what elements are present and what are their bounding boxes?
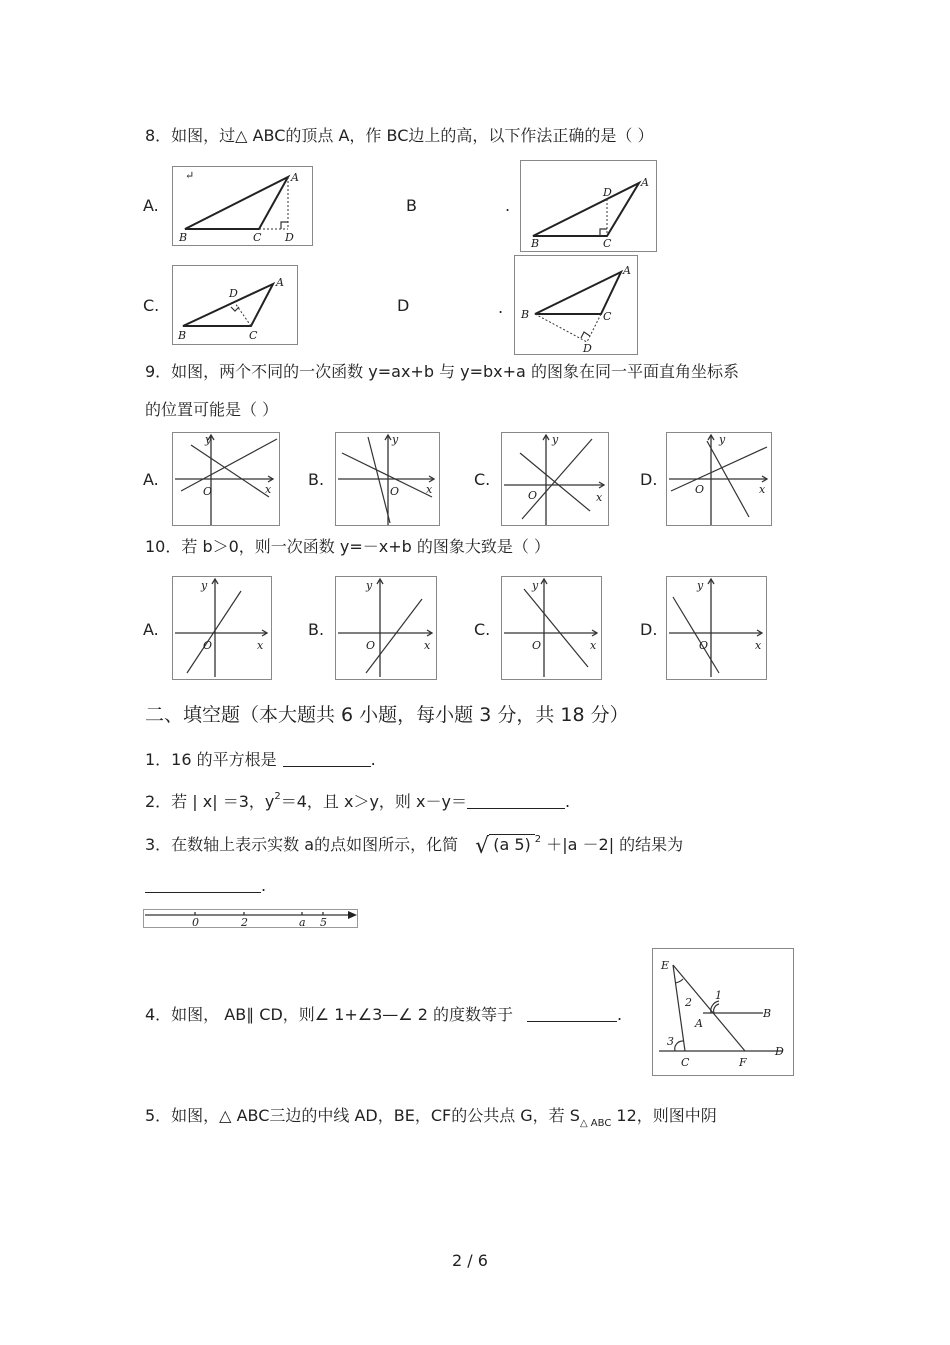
svg-text:A: A bbox=[623, 264, 631, 277]
svg-text:y: y bbox=[532, 579, 539, 592]
svg-text:A: A bbox=[695, 1017, 703, 1030]
fill-question-3-answer: . bbox=[145, 876, 266, 896]
svg-text:B: B bbox=[521, 308, 530, 321]
q9-option-b-label: B. bbox=[308, 470, 325, 489]
q10-graph-d bbox=[666, 576, 767, 680]
svg-text:A: A bbox=[641, 176, 649, 189]
svg-text:x: x bbox=[257, 639, 264, 652]
svg-text:2: 2 bbox=[241, 916, 248, 928]
q9-graph-d bbox=[666, 432, 772, 526]
svg-text:O: O bbox=[203, 485, 213, 498]
q4-parallel-lines-figure bbox=[652, 948, 794, 1076]
svg-text:D: D bbox=[229, 287, 238, 300]
q9-option-a-label: A. bbox=[143, 470, 159, 489]
return-mark: ↵ bbox=[185, 169, 195, 182]
answer-blank-2[interactable] bbox=[467, 792, 565, 809]
svg-text:B: B bbox=[763, 1007, 772, 1020]
svg-text:a: a bbox=[299, 916, 306, 928]
sqrt-icon: √ bbox=[475, 834, 490, 859]
svg-text:D: D bbox=[285, 231, 294, 244]
page-number: 2 / 6 bbox=[452, 1251, 488, 1270]
q10-option-b-label: B. bbox=[308, 620, 325, 639]
q9-graph-a bbox=[172, 432, 280, 526]
svg-text:C: C bbox=[253, 231, 262, 244]
q8-option-b-label: B bbox=[406, 196, 417, 215]
svg-text:A: A bbox=[276, 276, 284, 289]
fill-question-4: 4．如图， AB∥ CD，则∠ 1+∠3—∠ 2 的度数等于 . bbox=[145, 1005, 623, 1024]
section-2-title: 二、填空题（本大题共 6 小题，每小题 3 分，共 18 分） bbox=[145, 704, 629, 726]
q9-graph-b bbox=[335, 432, 440, 526]
number-line-figure bbox=[143, 909, 358, 928]
svg-text:y: y bbox=[201, 579, 208, 592]
q9-option-d-label: D. bbox=[640, 470, 658, 489]
svg-text:C: C bbox=[603, 310, 612, 323]
svg-text:C: C bbox=[249, 329, 258, 342]
fill-question-1: 1．16 的平方根是 . bbox=[145, 750, 376, 769]
svg-text:1: 1 bbox=[715, 989, 722, 1002]
q10-graph-a bbox=[172, 576, 272, 680]
q9-option-c-label: C. bbox=[474, 470, 491, 489]
q9-graph-c bbox=[501, 432, 609, 526]
svg-text:O: O bbox=[366, 639, 376, 652]
svg-text:x: x bbox=[265, 483, 272, 496]
q10-option-c-label: C. bbox=[474, 620, 491, 639]
q9-stem-line2: 的位置可能是（ ） bbox=[145, 400, 279, 419]
q10-option-d-label: D. bbox=[640, 620, 658, 639]
svg-text:y: y bbox=[392, 433, 399, 446]
q10-graph-c bbox=[501, 576, 602, 680]
svg-text:x: x bbox=[590, 639, 597, 652]
q10-option-a-label: A. bbox=[143, 620, 159, 639]
q10-graph-b bbox=[335, 576, 437, 680]
svg-text:3: 3 bbox=[667, 1035, 674, 1048]
svg-text:B: B bbox=[179, 231, 188, 244]
q8-option-d-label: D bbox=[397, 296, 410, 315]
q8-stem: 8．如图，过△ ABC的顶点 A，作 BC边上的高，以下作法正确的是（ ） bbox=[145, 126, 654, 145]
answer-blank-4[interactable] bbox=[527, 1005, 617, 1022]
svg-text:O: O bbox=[390, 485, 400, 498]
svg-text:E: E bbox=[661, 959, 670, 972]
svg-text:O: O bbox=[532, 639, 542, 652]
svg-text:O: O bbox=[699, 639, 709, 652]
svg-text:F: F bbox=[739, 1056, 747, 1069]
q8-option-c-label: C. bbox=[143, 296, 160, 315]
svg-text:x: x bbox=[424, 639, 431, 652]
q8-figure-d bbox=[514, 255, 638, 355]
svg-text:O: O bbox=[695, 483, 705, 496]
q8-figure-a bbox=[172, 166, 313, 246]
sqrt-expression: √ (a 5) $^2$ bbox=[475, 834, 542, 859]
fill-question-2: 2．若 | x| ＝3，$y^2=4$，且 x＞y，则 x－y＝ . bbox=[145, 791, 571, 811]
svg-text:x: x bbox=[755, 639, 762, 652]
fill-question-5: 5．如图，△ ABC三边的中线 AD，BE，CF的公共点 G，若 $S_{\triangle ABC}$ 12，则图中阴 bbox=[145, 1106, 717, 1129]
svg-text:2: 2 bbox=[685, 996, 692, 1009]
q8-option-a-label: A. bbox=[143, 196, 159, 215]
svg-text:B: B bbox=[531, 237, 540, 250]
svg-text:5: 5 bbox=[320, 916, 327, 928]
svg-text:B: B bbox=[178, 329, 187, 342]
q9-stem-line1: 9．如图，两个不同的一次函数 y=ax+b 与 y=bx+a 的图象在同一平面直角坐标系 bbox=[145, 362, 739, 381]
svg-text:O: O bbox=[203, 639, 213, 652]
svg-text:y: y bbox=[366, 579, 373, 592]
svg-text:x: x bbox=[759, 483, 766, 496]
answer-blank-3[interactable] bbox=[145, 876, 261, 893]
svg-text:A: A bbox=[291, 171, 299, 184]
svg-text:C: C bbox=[681, 1056, 690, 1069]
svg-text:0: 0 bbox=[192, 916, 199, 928]
svg-text:C: C bbox=[603, 237, 612, 250]
svg-text:x: x bbox=[596, 491, 603, 504]
svg-text:y: y bbox=[552, 433, 559, 446]
svg-text:x: x bbox=[426, 483, 433, 496]
svg-text:D: D bbox=[583, 342, 592, 354]
svg-text:y: y bbox=[205, 433, 212, 446]
fill-question-3: 3．在数轴上表示实数 a的点如图所示，化简 √ (a 5) $^2$ ＋|a －2| 的结果为 bbox=[145, 830, 683, 857]
svg-text:D: D bbox=[603, 186, 612, 199]
q8-figure-c bbox=[172, 265, 298, 345]
svg-text:O: O bbox=[528, 489, 538, 502]
svg-text:D: D bbox=[775, 1045, 784, 1058]
answer-blank-1[interactable] bbox=[283, 750, 371, 767]
svg-text:y: y bbox=[697, 579, 704, 592]
q8-figure-b bbox=[520, 160, 657, 252]
svg-text:y: y bbox=[719, 433, 726, 446]
q10-stem: 10．若 b＞0，则一次函数 y=－x+b 的图象大致是（ ） bbox=[145, 537, 550, 556]
